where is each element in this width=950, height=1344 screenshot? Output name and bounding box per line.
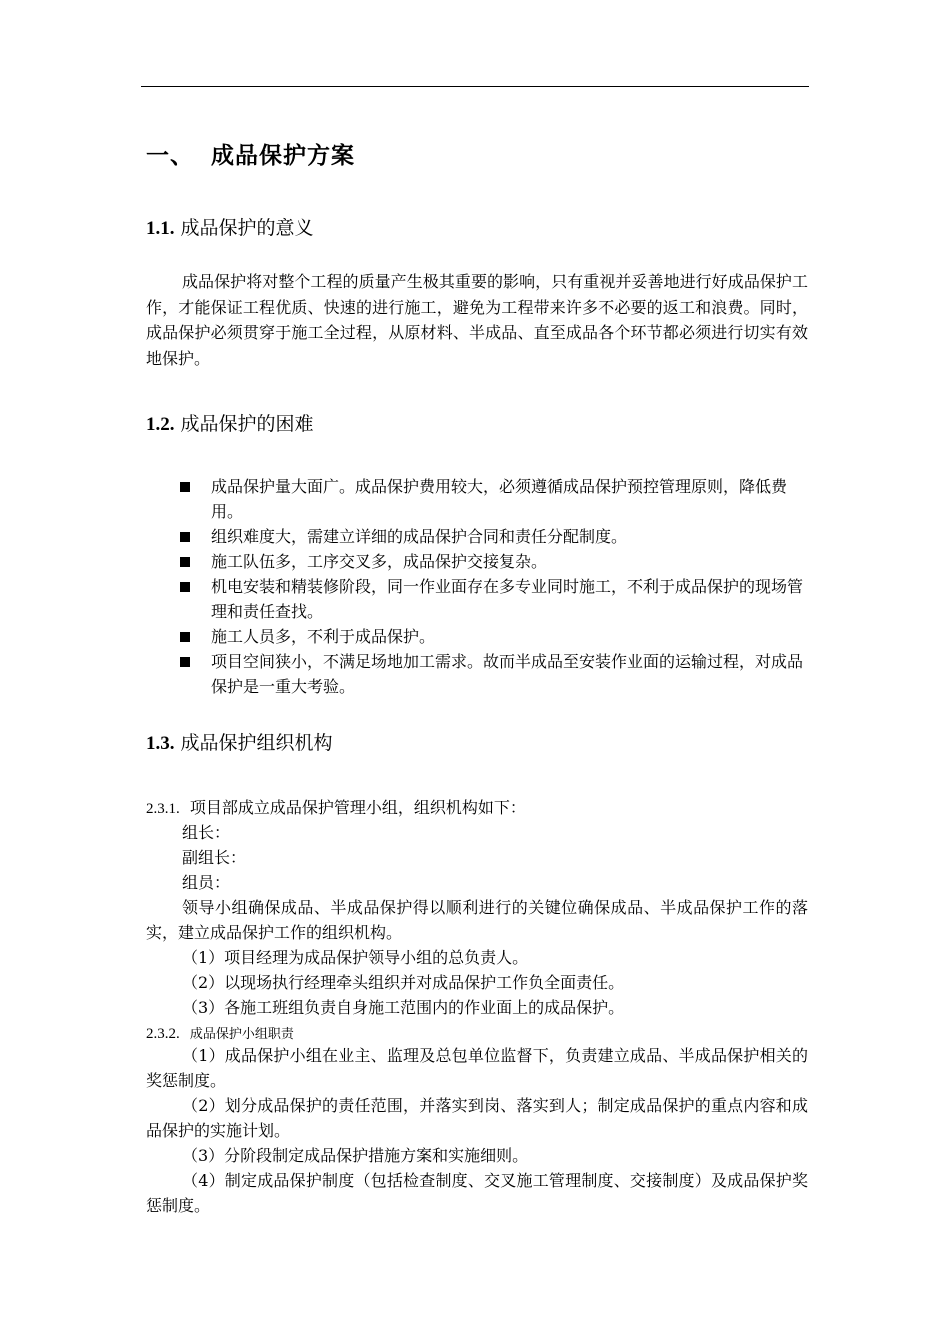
list-item — [146, 649, 808, 699]
square-bullet-icon — [180, 582, 190, 592]
duty-paragraph-3: （3）分阶段制定成品保护措施方案和实施细则。 — [182, 1146, 529, 1165]
section-1-1-paragraph: 成品保护将对整个工程的质量产生极其重要的影响，只有重视并妥善地进行好成品保护工作，才能保证工程优质、快速的进行施工，避免为工程带来许多不必要的返工和浪费。同时，成品保护必须贯穿于施工全过程，从原材料、半成品、直至成品各个环节都必须进行切实有效地保护。 — [146, 272, 808, 368]
section-heading-1-3 — [146, 728, 333, 755]
subsection-title: 成品保护小组职责 — [189, 1027, 294, 1042]
list-item — [146, 624, 808, 649]
list-item-text: 组织难度大，需建立详细的成品保护合同和责任分配制度。 — [211, 527, 628, 546]
org-paragraph: 领导小组确保成品、半成品保护得以顺利进行的关键位确保成品、半成品保护工作的落实，建立成品保护工作的组织机构。 — [146, 898, 808, 942]
section-heading-1-2 — [146, 409, 314, 436]
org-leader-label: 组长： — [182, 823, 231, 842]
square-bullet-icon — [180, 632, 190, 642]
section-title: 成品保护的困难 — [180, 413, 314, 435]
list-item — [146, 524, 808, 549]
header-rule — [141, 86, 809, 87]
org-member-label: 组员： — [182, 873, 231, 892]
list-item-text: 施工队伍多，工序交叉多，成品保护交接复杂。 — [211, 552, 548, 571]
section-number: 1.2. — [146, 414, 175, 435]
chapter-heading — [146, 137, 355, 170]
subsection-number: 2.3.1. — [146, 801, 180, 817]
subsection-heading-2-3-1 — [146, 795, 526, 822]
square-bullet-icon — [180, 557, 190, 567]
section-number: 1.1. — [146, 218, 175, 239]
org-point-1: （1）项目经理为成品保护领导小组的总负责人。 — [182, 948, 529, 967]
list-item — [146, 574, 808, 624]
difficulty-list — [146, 474, 808, 699]
subsection-number: 2.3.2. — [146, 1026, 180, 1042]
square-bullet-icon — [180, 482, 190, 492]
subsection-title: 项目部成立成品保护管理小组，组织机构如下： — [189, 798, 526, 817]
org-point-2: （2）以现场执行经理牵头组织并对成品保护工作负全面责任。 — [182, 973, 625, 992]
duty-paragraph-4: （4）制定成品保护制度（包括检查制度、交叉施工管理制度、交接制度）及成品保护奖惩制度。 — [146, 1171, 808, 1215]
section-number: 1.3. — [146, 733, 175, 754]
section-title: 成品保护组织机构 — [180, 732, 333, 754]
list-item-text: 项目空间狭小，不满足场地加工需求。故而半成品至安装作业面的运输过程，对成品保护是一重大考验。 — [211, 652, 804, 696]
chapter-number: 一、 — [146, 143, 194, 169]
square-bullet-icon — [180, 657, 190, 667]
list-item-text: 机电安装和精装修阶段，同一作业面存在多专业同时施工，不利于成品保护的现场管理和责任查找。 — [211, 577, 804, 621]
list-item-text: 施工人员多，不利于成品保护。 — [211, 627, 436, 646]
duty-paragraph-1: （1）成品保护小组在业主、监理及总包单位监督下，负责建立成品、半成品保护相关的奖惩制度。 — [146, 1046, 808, 1090]
chapter-title: 成品保护方案 — [211, 143, 355, 169]
section-heading-1-1 — [146, 213, 314, 240]
list-item-text: 成品保护量大面广。成品保护费用较大，必须遵循成品保护预控管理原则，降低费用。 — [211, 477, 788, 521]
section-title: 成品保护的意义 — [180, 217, 314, 239]
org-deputy-label: 副组长： — [182, 848, 247, 867]
org-point-3: （3）各施工班组负责自身施工范围内的作业面上的成品保护。 — [182, 998, 625, 1017]
duty-paragraph-2: （2）划分成品保护的责任范围，并落实到岗、落实到人；制定成品保护的重点内容和成品保护的实施计划。 — [146, 1096, 808, 1140]
square-bullet-icon — [180, 532, 190, 542]
list-item — [146, 549, 808, 574]
list-item — [146, 474, 808, 524]
